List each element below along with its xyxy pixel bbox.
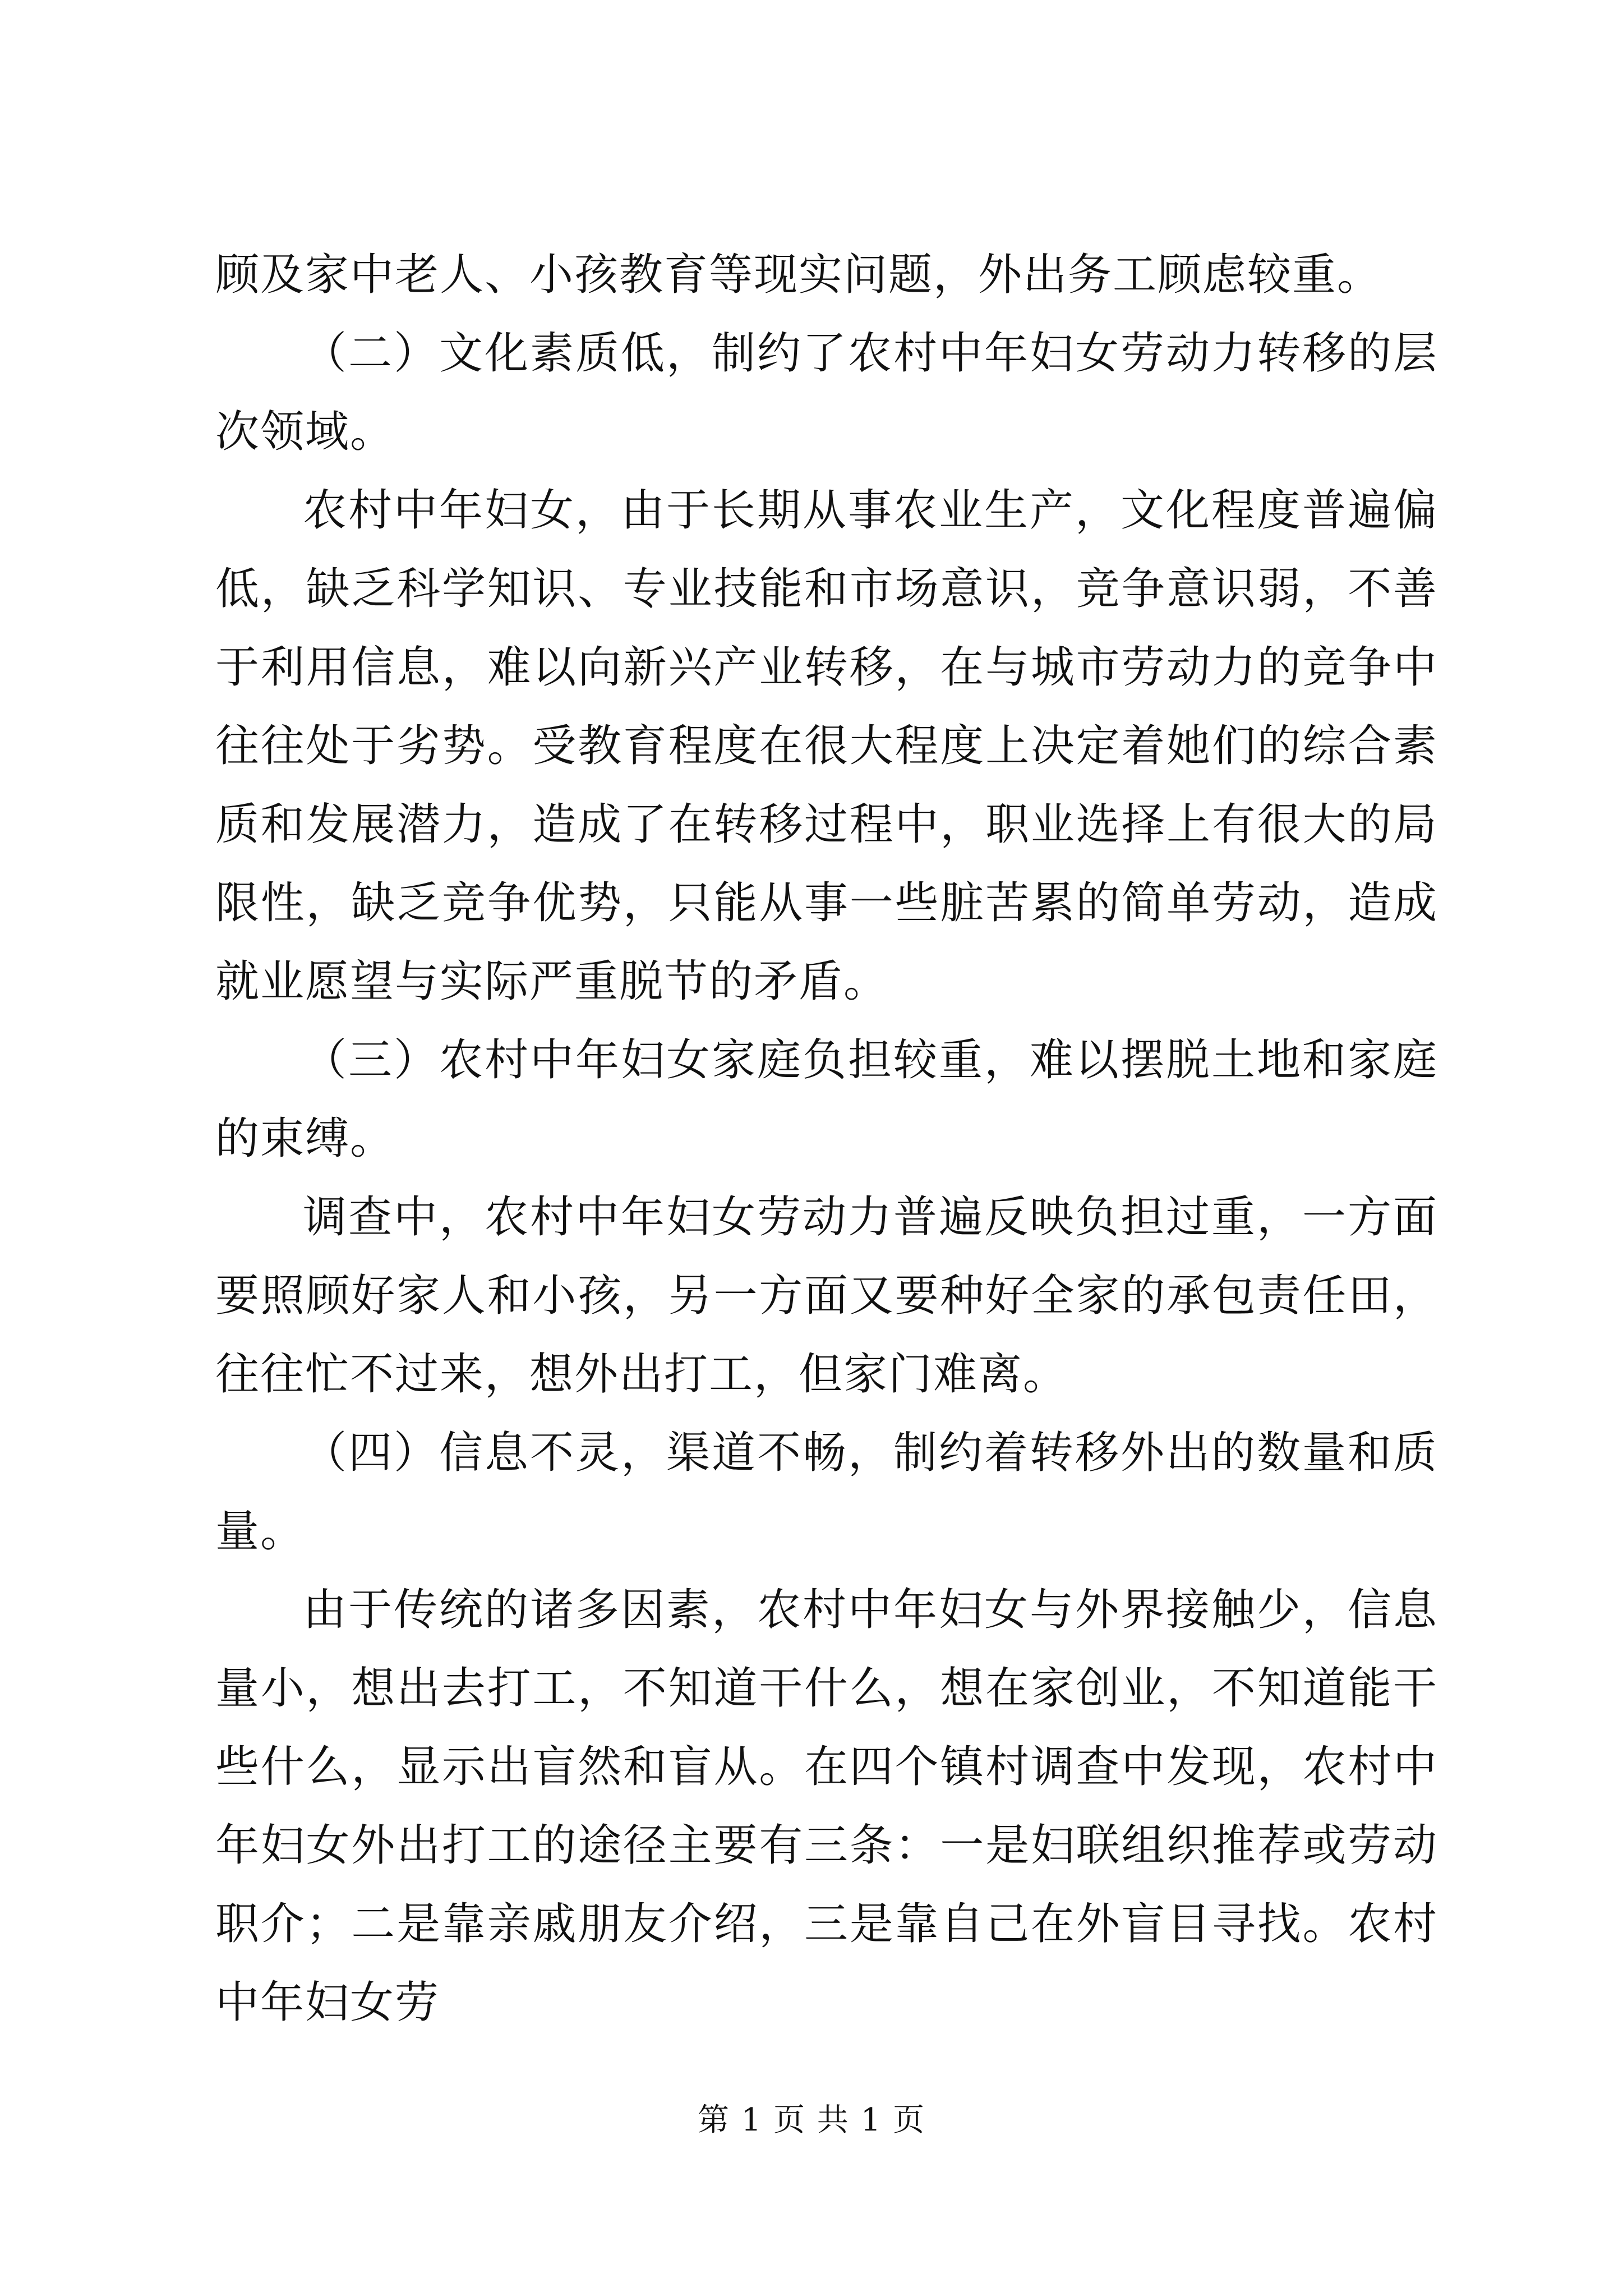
paragraph-family-burden: 调查中，农村中年妇女劳动力普遍反映负担过重，一方面要照顾好家人和小孩，另一方面又要种好全家的承包责任田，往往忙不过来，想外出打工，但家门难离。	[215, 1192, 1438, 1400]
section-heading-2: （二）文化素质低，制约了农村中年妇女劳动力转移的层次领域。	[215, 328, 1438, 457]
section-heading-4: （四）信息不灵，渠道不畅，制约着转移外出的数量和质量。	[215, 1428, 1438, 1557]
paragraph-information: 由于传统的诸多因素，农村中年妇女与外界接触少，信息量小，想出去打工，不知道干什么，想在家创业，不知道能干些什么，显示出盲然和盲从。在四个镇村调查中发现，农村中年妇女外出打工的途径主要有三条：一是妇联组织推荐或劳动职介；二是靠亲戚朋友介绍，三是靠自己在外盲目寻找。农村中年妇女劳	[215, 1585, 1438, 2028]
page-footer: 第 1 页 共 1 页	[697, 2102, 926, 2138]
paragraph-education: 农村中年妇女，由于长期从事农业生产，文化程度普遍偏低，缺乏科学知识、专业技能和市场意识，竞争意识弱，不善于利用信息，难以向新兴产业转移，在与城市劳动力的竞争中往往处于劣势。受教育程度在很大程度上决定着她们的综合素质和发展潜力，造成了在转移过程中，职业选择上有很大的局限性，缺乏竞争优势，只能从事一些脏苦累的简单劳动，造成就业愿望与实际严重脱节的矛盾。	[215, 485, 1438, 1007]
document-body	[215, 236, 1438, 2042]
paragraph-continuation: 顾及家中老人、小孩教育等现实问题，外出务工顾虑较重。	[215, 250, 1382, 300]
section-heading-3: （三）农村中年妇女家庭负担较重，难以摆脱土地和家庭的束缚。	[215, 1035, 1438, 1164]
